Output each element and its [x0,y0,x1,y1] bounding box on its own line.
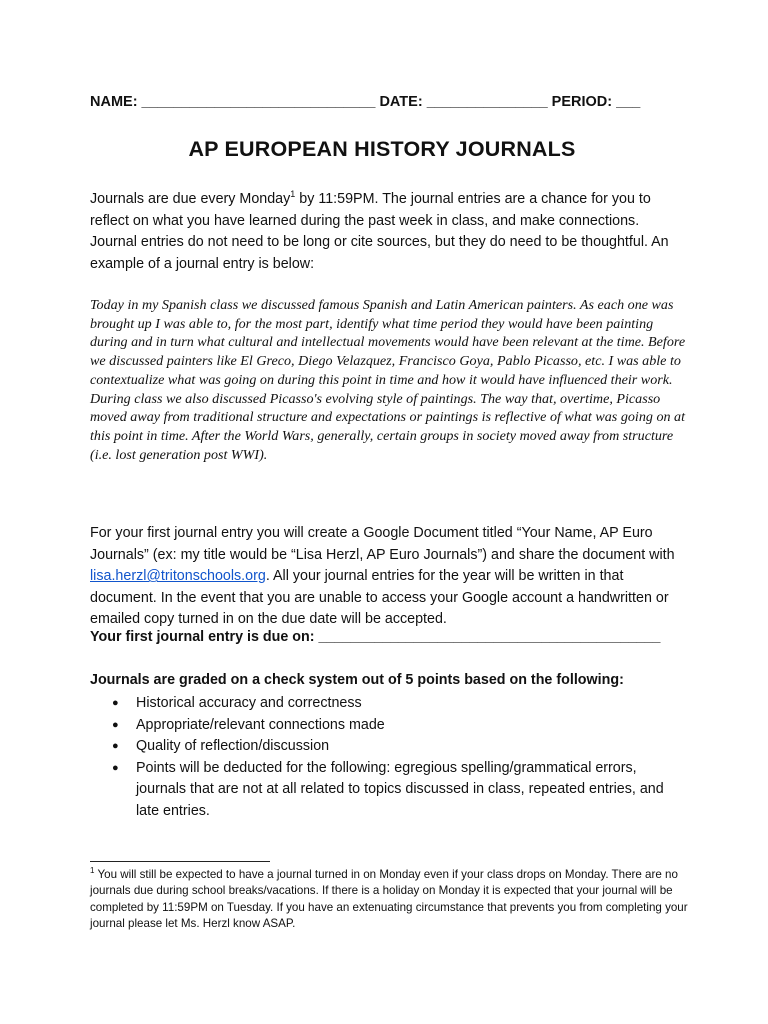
footnote [90,867,690,933]
list-item [90,715,680,737]
intro-text-start: Journals are due every Monday [90,191,291,207]
list-item-text: Historical accuracy and correctness [136,695,362,711]
bullet-icon: ● [112,761,119,774]
example-journal-entry: Today in my Spanish class we discussed famous Spanish and Latin American painters. As each one was brought up I was able to, for the most part, identify what time period they would have been painting during and in turn what cultural and intellectual movements would have been relevant at the time. Before we discussed painters like El Greco, Diego Velazquez, Francisco Goya, Pablo Picasso, etc. I was able to contextualize what was going on during this point in time and how it would have influenced their work. During class we also discussed Picasso's evolving style of paintings. The way that, overtime, Picasso moved away from traditional structure and expectations or paintings is reflective of what was going on at this point in time. After the World Wars, generally, certain groups in society moved away from structure (i.e. lost generation post WWI). [90,297,686,463]
footnote-reference[interactable]: 1 [290,189,296,200]
list-item-text: Quality of reflection/discussion [136,738,330,755]
list-item [90,693,680,715]
bullet-icon: ● [112,740,119,753]
intro-text-end: by 11:59PM. The journal entries are a chance for you to reflect on what you have learned during the past week in class, and make connections. Journal entries do not need to be long or cite sources, but they do need to be thoughtful. An example of a journal entry is below: [90,191,669,272]
list-item [90,758,680,823]
due-date-line: Your first journal entry is due on: ___________________________________________ [90,629,661,645]
footnote-divider [90,861,270,862]
list-item [90,736,680,758]
name-date-period-line: NAME: _____________________________ DATE: _______________ PERIOD: ___ [90,94,641,110]
grading-heading: Journals are graded on a check system out of 5 points based on the following: [90,672,624,688]
bullet-icon: ● [112,718,119,731]
list-item-text: Points will be deducted for the following: egregious spelling/grammatical errors, journals that are not at all related to topics discussed in class, repeated entries, and late entries. [136,759,664,819]
instructions-text-start: For your first journal entry you will create a Google Document titled “Your Name, AP Euro Journals” (ex: my title would be “Lisa Herzl, AP Euro Journals”) and share the document with [90,525,675,563]
footnote-marker: 1 [90,866,95,876]
intro-paragraph [90,189,690,275]
bullet-icon: ● [112,697,119,709]
list-item-text: Appropriate/relevant connections made [136,716,385,733]
instructions-text-end: . All your journal entries for the year will be written in that document. In the event that you are unable to access your Google account a handwritten or emailed copy turned in on the due date will be accepted. [90,568,669,628]
footnote-text: You will still be expected to have a journal turned in on Monday even if your class drops on Monday. There are no journals due during school breaks/vacations. If there is a holiday on Monday it is expected that your journal will be completed by 11:59PM on Tuesday. If you have an extenuating circumstance that prevents you from completing your journal please let Ms. Herzl know ASAP. [90,868,688,931]
page-title: AP EUROPEAN HISTORY JOURNALS [188,137,576,161]
instructions-paragraph [90,523,690,631]
grading-criteria-list [90,693,680,823]
email-link[interactable]: lisa.herzl@tritonschools.org [90,568,266,585]
